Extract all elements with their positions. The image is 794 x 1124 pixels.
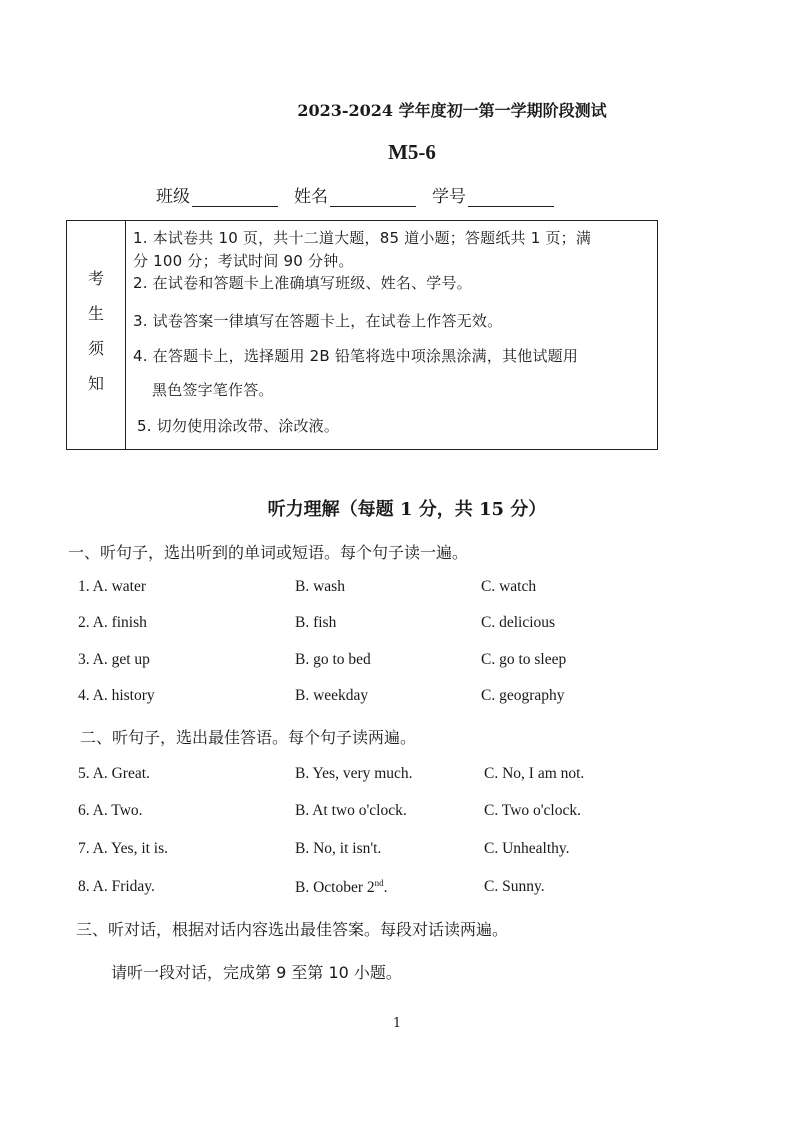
- option-text: B. October 2: [295, 879, 375, 897]
- part3-heading: 三、听对话，根据对话内容选出最佳答案。每段对话读两遍。: [76, 920, 509, 939]
- question-option: B. weekday: [295, 687, 369, 704]
- question-option: 2. A. finish: [78, 614, 147, 631]
- question-option: C. watch: [481, 578, 537, 595]
- student-id-blank: [468, 188, 554, 207]
- notice-label: [67, 261, 125, 401]
- question-option: C. go to sleep: [481, 651, 567, 668]
- option-text: .: [383, 879, 388, 897]
- question-option: C. Unhealthy.: [484, 840, 570, 857]
- notice-label-char: 知: [87, 374, 104, 393]
- question-option: 1. A. water: [78, 578, 147, 595]
- notice-divider: [125, 221, 126, 449]
- question-option: B. No, it isn't.: [295, 840, 382, 857]
- question-option: B. fish: [295, 614, 337, 631]
- question-option: [295, 878, 388, 897]
- exam-notice-box: [66, 220, 658, 450]
- question-option: B. wash: [295, 578, 345, 595]
- question-option: 7. A. Yes, it is.: [78, 840, 169, 857]
- question-option: 8. A. Friday.: [78, 878, 155, 895]
- student-id-label: 学号: [432, 187, 466, 207]
- question-option: 3. A. get up: [78, 651, 150, 668]
- notice-line: 3. 试卷答案一律填写在答题卡上，在试卷上作答无效。: [133, 312, 503, 330]
- exam-subtitle: M5-6: [388, 140, 436, 164]
- question-option: 5. A. Great.: [78, 765, 150, 782]
- notice-line: 4. 在答题卡上，选择题用 2B 铅笔将选中项涂黑涂满，其他试题用: [133, 347, 579, 365]
- question-option: 6. A. Two.: [78, 802, 143, 819]
- exam-title: 2023-2024 学年度初一第一学期阶段测试: [297, 101, 607, 120]
- question-option: B. Yes, very much.: [295, 765, 413, 782]
- notice-line: 2. 在试卷和答题卡上准确填写班级、姓名、学号。: [133, 274, 472, 292]
- question-option: C. Two o'clock.: [484, 802, 581, 819]
- notice-label-char: 须: [87, 339, 104, 358]
- part2-heading: 二、听句子，选出最佳答语。每个句子读两遍。: [80, 728, 417, 747]
- part3-intro: 请听一段对话，完成第 9 至第 10 小题。: [111, 963, 402, 982]
- page-number: 1: [392, 1016, 402, 1031]
- student-info-row: [156, 182, 570, 207]
- question-option: C. geography: [481, 687, 565, 704]
- notice-label-char: 生: [87, 304, 104, 323]
- name-blank: [330, 188, 416, 207]
- class-label: 班级: [156, 187, 190, 207]
- notice-line: 黑色签字笔作答。: [152, 381, 274, 399]
- question-option: C. Sunny.: [484, 878, 545, 895]
- notice-line: 分 100 分；考试时间 90 分钟。: [133, 252, 354, 270]
- question-option: B. At two o'clock.: [295, 802, 407, 819]
- question-option: B. go to bed: [295, 651, 371, 668]
- notice-line: 1. 本试卷共 10 页，共十二道大题，85 道小题；答题纸共 1 页；满: [133, 229, 592, 247]
- notice-label-char: 考: [87, 269, 104, 288]
- name-label: 姓名: [294, 187, 328, 207]
- listening-section-title: 听力理解（每题 1 分，共 15 分）: [267, 499, 547, 520]
- question-option: C. No, I am not.: [484, 765, 585, 782]
- question-option: 4. A. history: [78, 687, 155, 704]
- question-option: C. delicious: [481, 614, 556, 631]
- part1-heading: 一、听句子，选出听到的单词或短语。每个句子读一遍。: [68, 543, 469, 562]
- notice-line: 5. 切勿使用涂改带、涂改液。: [137, 417, 340, 435]
- class-blank: [192, 188, 278, 207]
- ordinal-suffix: nd: [374, 878, 384, 888]
